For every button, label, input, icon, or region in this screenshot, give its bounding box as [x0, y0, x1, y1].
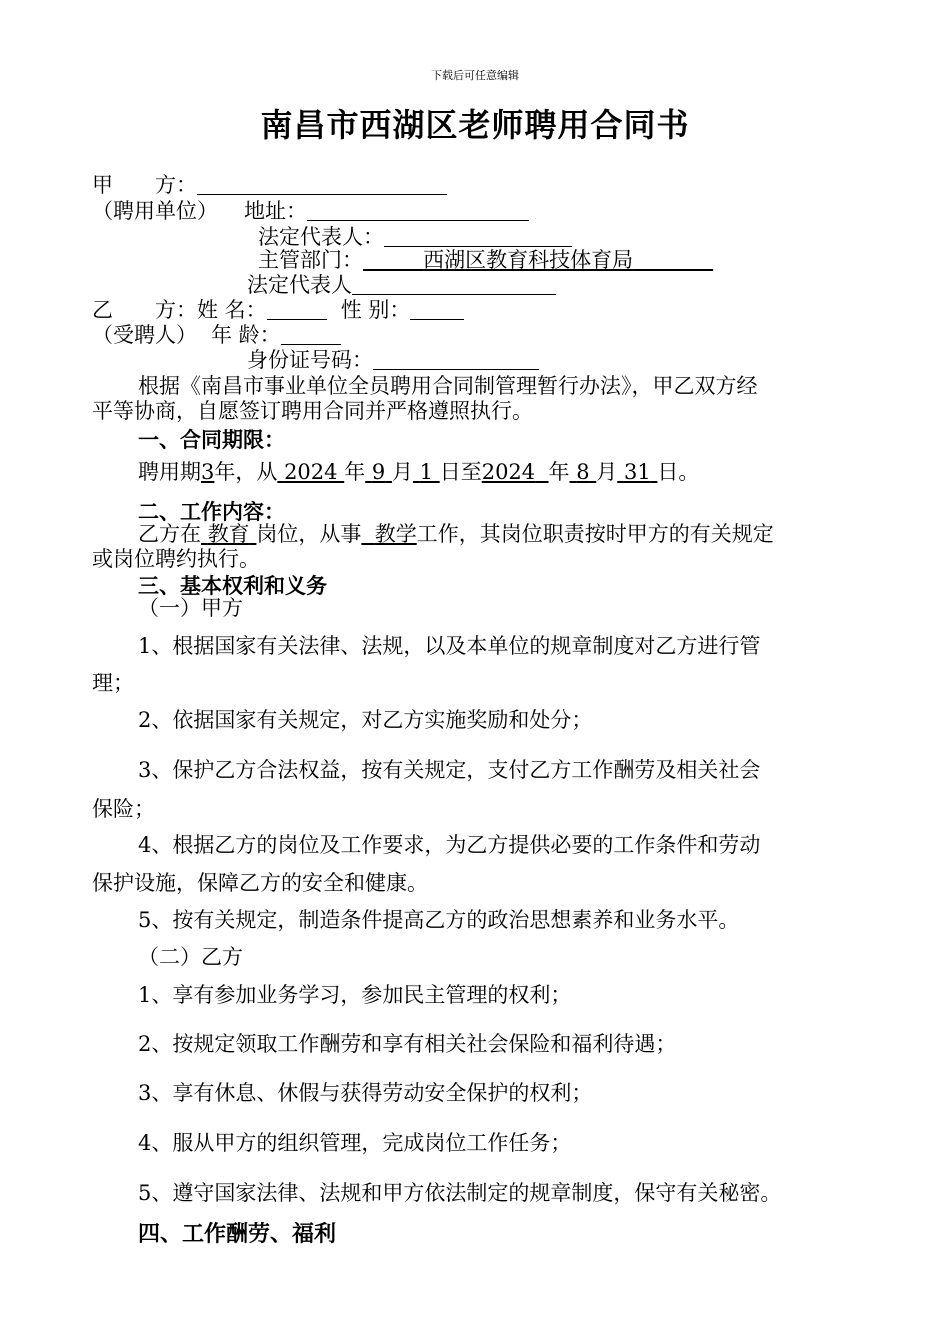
start-month: 9 [371, 460, 386, 484]
party-a-name-blank [197, 174, 447, 195]
party-a-role-note: （聘用单位） [92, 199, 218, 223]
address-label: 地址： [244, 199, 307, 223]
authority-label: 主管部门： [258, 248, 363, 272]
party-a-item-1-line-1: 1、根据国家有关法律、法规，以及本单位的规章制度对乙方进行管 [138, 634, 761, 658]
period-years: 3 [201, 460, 215, 484]
header-note: 下载后可任意编辑 [431, 69, 519, 82]
age-blank [281, 324, 341, 345]
contract-period-line: 聘用期3年，从 2024 年 9 月 1 日至2024 年 8 月 31 日。 [138, 460, 700, 484]
party-b-label: 乙 方：姓 名： [92, 298, 267, 322]
id-number-blank [373, 349, 539, 370]
gender-blank [410, 299, 464, 320]
authority-value: 西湖区教育科技体育局 [423, 248, 634, 272]
intro-line-1: 根据《南昌市事业单位全员聘用合同制管理暂行办法》，甲乙双方经 [138, 374, 758, 398]
party-a-label: 甲 方： [92, 173, 197, 197]
party-a-subheading: （一）甲方 [138, 596, 243, 620]
party-b-item-2: 2、按规定领取工作酬劳和享有相关社会保险和福利待遇； [138, 1032, 677, 1056]
section-3-heading: 三、基本权利和义务 [138, 574, 327, 598]
start-day: 1 [419, 460, 434, 484]
authority-legal-rep-line [247, 272, 556, 298]
intro-line-2: 平等协商，自愿签订聘用合同并严格遵照执行。 [92, 399, 533, 423]
party-b-name-blank [267, 299, 327, 320]
work-content-line-2: 或岗位聘约执行。 [92, 547, 260, 571]
party-a-item-5: 5、按有关规定，制造条件提高乙方的政治思想素养和业务水平。 [138, 908, 740, 932]
legal-rep-label: 法定代表人： [258, 225, 384, 249]
address-blank [307, 200, 529, 221]
work-value: 教学 [374, 522, 417, 546]
party-b-age-line [92, 322, 341, 348]
party-b-role-note: （受聘人） [92, 323, 197, 347]
authority-line [258, 247, 713, 273]
party-a-item-3-line-2: 保险； [92, 797, 155, 821]
party-a-item-3-line-1: 3、保护乙方合法权益，按有关规定，支付乙方工作酬劳及相关社会 [138, 758, 761, 782]
party-b-item-4: 4、服从甲方的组织管理，完成岗位工作任务； [138, 1131, 572, 1155]
post-value: 教育 [207, 522, 250, 546]
document-title: 南昌市西湖区老师聘用合同书 [260, 106, 690, 144]
work-content-line-1: 乙方在 教育 岗位，从事 教学工作，其岗位职责按时甲方的有关规定 [138, 522, 774, 546]
end-month: 8 [576, 460, 590, 484]
party-b-item-3: 3、享有休息、休假与获得劳动安全保护的权利； [138, 1081, 593, 1105]
section-1-heading: 一、合同期限： [138, 428, 285, 452]
party-b-item-5: 5、遵守国家法律、法规和甲方依法制定的规章制度，保守有关秘密。 [138, 1181, 782, 1205]
party-b-subheading: （二）乙方 [138, 945, 243, 969]
start-year: 2024 [284, 460, 338, 484]
party-a-item-2: 2、依据国家有关规定，对乙方实施奖励和处分； [138, 708, 593, 732]
age-label: 年 龄： [211, 323, 281, 347]
id-number-label: 身份证号码： [247, 348, 373, 372]
party-a-item-4-line-1: 4、根据乙方的岗位及工作要求，为乙方提供必要的工作条件和劳动 [138, 833, 761, 857]
authority-legal-rep-label: 法定代表人 [247, 273, 352, 297]
section-2-heading: 二、工作内容： [138, 500, 285, 524]
party-b-item-1: 1、享有参加业务学习，参加民主管理的权利； [138, 983, 572, 1007]
end-year: 2024 [481, 460, 536, 484]
legal-rep-blank [384, 226, 572, 247]
party-a-item-4-line-2: 保护设施，保障乙方的安全和健康。 [92, 871, 428, 895]
id-number-line [247, 347, 539, 373]
party-a-line [92, 172, 447, 198]
gender-label: 性 别： [340, 298, 411, 322]
end-day: 31 [623, 460, 651, 484]
party-b-line [92, 297, 464, 323]
party-a-item-1-line-2: 理； [92, 671, 134, 695]
party-a-address-line [92, 198, 529, 224]
authority-legal-rep-blank [352, 274, 556, 295]
section-4-heading: 四、工作酬劳、福利 [138, 1222, 337, 1247]
